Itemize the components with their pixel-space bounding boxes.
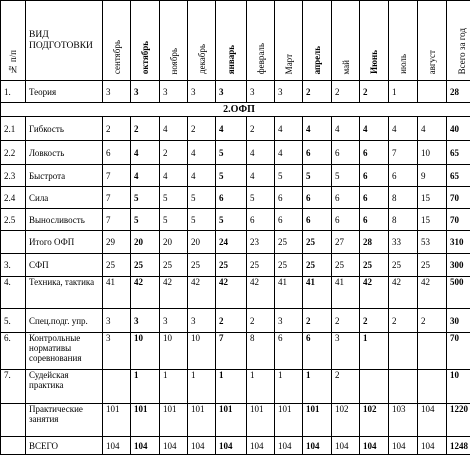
header-month-label: ноябрь [169,44,179,78]
month-value: 6 [360,141,389,165]
month-value: 25 [360,254,389,277]
table-row [1,231,470,254]
header-month-label: Июнь [369,46,379,78]
month-value: 25 [418,254,447,277]
table-row [1,209,470,231]
month-value: 6 [360,209,389,231]
row-number: 2.3 [1,165,26,187]
row-total: 40 [447,117,470,141]
month-value: 3 [131,81,160,103]
row-total: 65 [447,165,470,187]
row-total: 10 [447,370,470,404]
row-number: 6. [1,333,26,370]
month-value: 23 [247,231,275,254]
row-number: 2.2 [1,141,26,165]
month-value: 15 [418,209,447,231]
month-value: 4 [275,141,303,165]
month-value: 4 [247,165,275,187]
month-value [418,333,447,370]
month-value: 103 [389,404,418,437]
table-row [1,117,470,141]
month-value: 101 [303,404,332,437]
header-month-label: август [427,46,437,78]
month-value: 3 [275,309,303,333]
month-value: 6 [216,187,247,209]
month-value: 101 [160,404,188,437]
row-total: 300 [447,254,470,277]
header-month-label: Март [284,50,294,78]
month-value: 7 [103,209,131,231]
month-value: 20 [188,231,216,254]
month-value: 4 [247,141,275,165]
table-row [1,437,470,455]
month-value: 5 [188,209,216,231]
month-value: 2 [389,309,418,333]
month-value: 6 [247,209,275,231]
month-value: 4 [360,117,389,141]
header-month-label: февраль [256,39,266,78]
month-value [418,370,447,404]
month-value: 4 [418,117,447,141]
month-value: 41 [275,277,303,309]
month-value: 7 [103,187,131,209]
month-value: 3 [247,81,275,103]
month-value: 104 [275,437,303,455]
month-value: 102 [360,404,389,437]
row-number: 3. [1,254,26,277]
month-value: 5 [188,187,216,209]
month-value: 9 [418,165,447,187]
month-value: 5 [131,209,160,231]
month-value: 4 [131,141,160,165]
month-value: 1 [360,333,389,370]
header-month [160,1,188,81]
month-value: 5 [160,209,188,231]
month-value: 42 [216,277,247,309]
month-value: 25 [160,254,188,277]
month-value: 4 [188,141,216,165]
month-value: 2 [360,81,389,103]
month-value: 101 [131,404,160,437]
month-value: 3 [160,309,188,333]
month-value: 104 [216,437,247,455]
month-value [103,370,131,404]
row-number: 7. [1,370,26,404]
row-total: 65 [447,141,470,165]
month-value: 25 [247,254,275,277]
month-value: 104 [247,437,275,455]
month-value: 1 [188,370,216,404]
header-month [188,1,216,81]
month-value: 4 [160,165,188,187]
month-value: 104 [160,437,188,455]
month-value: 5 [216,165,247,187]
month-value: 20 [160,231,188,254]
month-value: 104 [360,437,389,455]
month-value: 25 [275,231,303,254]
month-value: 6 [275,209,303,231]
month-value: 25 [188,254,216,277]
month-value: 4 [275,117,303,141]
section-row [1,103,470,117]
month-value: 5 [247,187,275,209]
month-value: 15 [418,187,447,209]
month-value: 4 [332,117,360,141]
month-value: 7 [389,141,418,165]
month-value: 104 [418,404,447,437]
month-value: 42 [247,277,275,309]
header-month [247,1,275,81]
row-name: Спец.подг. упр. [26,309,103,333]
table-row [1,141,470,165]
month-value: 101 [247,404,275,437]
month-value: 7 [216,333,247,370]
month-value: 29 [103,231,131,254]
table-row [1,333,470,370]
month-value: 6 [360,165,389,187]
month-value: 5 [303,165,332,187]
month-value: 5 [275,165,303,187]
month-value: 2 [360,309,389,333]
month-value [389,333,418,370]
month-value: 2 [103,117,131,141]
month-value: 6 [332,187,360,209]
month-value: 1 [389,81,418,103]
table-row [1,309,470,333]
header-kind: ВИД ПОДГОТОВКИ [26,1,103,81]
header-month-label: май [341,56,351,78]
header-month-label: декабрь [197,40,207,78]
month-value: 2 [332,370,360,404]
month-value: 25 [275,254,303,277]
row-number: 2.4 [1,187,26,209]
month-value: 1 [160,370,188,404]
month-value: 8 [389,187,418,209]
row-name: Теория [26,81,103,103]
table-row [1,187,470,209]
month-value: 2 [247,309,275,333]
month-value: 3 [275,81,303,103]
month-value: 104 [418,437,447,455]
table-row [1,81,470,103]
month-value [360,370,389,404]
month-value: 3 [188,81,216,103]
month-value: 4 [188,165,216,187]
month-value: 41 [103,277,131,309]
month-value: 2 [332,81,360,103]
month-value: 42 [188,277,216,309]
month-value: 2 [418,309,447,333]
month-value: 3 [160,81,188,103]
month-value: 25 [216,254,247,277]
header-month [103,1,131,81]
month-value: 4 [303,117,332,141]
section-title: 2.ОФП [1,103,470,117]
month-value: 6 [332,209,360,231]
header-row [1,1,470,81]
row-number: 1. [1,81,26,103]
month-value: 10 [418,141,447,165]
month-value: 2 [303,81,332,103]
month-value: 1 [131,370,160,404]
month-value: 104 [332,437,360,455]
table-row [1,277,470,309]
month-value: 101 [216,404,247,437]
row-number [1,437,26,455]
month-value: 6 [275,333,303,370]
month-value: 104 [303,437,332,455]
header-month-label: январь [226,41,236,78]
month-value: 2 [216,309,247,333]
month-value: 2 [131,117,160,141]
month-value: 6 [303,209,332,231]
row-name: Быстрота [26,165,103,187]
month-value: 2 [247,117,275,141]
month-value: 27 [332,231,360,254]
table-row [1,165,470,187]
month-value: 10 [188,333,216,370]
row-name: Гибкость [26,117,103,141]
row-total: 28 [447,81,470,103]
month-value: 6 [389,165,418,187]
month-value: 1 [275,370,303,404]
header-month [275,1,303,81]
header-month-label: апрель [312,42,322,78]
month-value: 3 [188,309,216,333]
row-total: 500 [447,277,470,309]
month-value: 25 [389,254,418,277]
month-value: 41 [303,277,332,309]
month-value: 25 [303,254,332,277]
row-name: СФП [26,254,103,277]
row-number [1,404,26,437]
month-value [389,370,418,404]
month-value: 24 [216,231,247,254]
row-total: 70 [447,187,470,209]
header-month-label: октябрь [140,37,150,78]
month-value: 102 [332,404,360,437]
month-value: 4 [216,117,247,141]
month-value: 53 [418,231,447,254]
month-value: 1 [303,370,332,404]
header-month [216,1,247,81]
month-value: 5 [332,165,360,187]
month-value: 42 [131,277,160,309]
header-month [332,1,360,81]
month-value: 42 [160,277,188,309]
header-num [1,1,26,81]
header-month [360,1,389,81]
month-value: 4 [160,117,188,141]
month-value: 3 [131,309,160,333]
row-number: 5. [1,309,26,333]
header-num-label: № п/п [8,46,18,78]
month-value: 3 [332,333,360,370]
month-value: 104 [103,437,131,455]
month-value: 25 [103,254,131,277]
month-value: 6 [303,333,332,370]
month-value: 6 [275,187,303,209]
month-value: 1 [216,370,247,404]
month-value: 42 [389,277,418,309]
row-total: 1248 [447,437,470,455]
month-value: 104 [389,437,418,455]
month-value: 4 [131,165,160,187]
row-number: 4. [1,277,26,309]
header-total [447,1,470,81]
month-value: 2 [332,309,360,333]
month-value: 3 [103,81,131,103]
month-value: 1 [247,370,275,404]
row-name: Судейская практика [26,370,103,404]
row-total: 70 [447,333,470,370]
row-number: 2.5 [1,209,26,231]
month-value: 5 [160,187,188,209]
month-value: 2 [303,309,332,333]
month-value: 10 [160,333,188,370]
header-month [131,1,160,81]
row-number [1,231,26,254]
month-value: 20 [131,231,160,254]
month-value: 42 [418,277,447,309]
row-name: Контрольные нормативы соревнования [26,333,103,370]
row-name: Техника, тактика [26,277,103,309]
month-value: 5 [131,187,160,209]
month-value: 6 [332,141,360,165]
month-value: 3 [216,81,247,103]
table-row [1,404,470,437]
header-total-label: Всего за год [457,24,467,78]
header-month [303,1,332,81]
table-row [1,254,470,277]
row-name: Итого ОФП [26,231,103,254]
header-month [389,1,418,81]
header-month [418,1,447,81]
month-value: 7 [103,165,131,187]
month-value [418,81,447,103]
month-value: 101 [188,404,216,437]
month-value: 25 [303,231,332,254]
month-value: 2 [188,117,216,141]
row-total: 310 [447,231,470,254]
month-value: 5 [216,209,247,231]
row-name: Выносливость [26,209,103,231]
month-value: 3 [103,309,131,333]
row-name: Практические занятия [26,404,103,437]
month-value: 25 [131,254,160,277]
month-value: 41 [332,277,360,309]
month-value: 8 [247,333,275,370]
row-total: 70 [447,209,470,231]
month-value: 6 [303,187,332,209]
row-name: ВСЕГО [26,437,103,455]
header-month-label: сентябрь [112,36,122,78]
month-value: 4 [389,117,418,141]
month-value: 8 [389,209,418,231]
row-number: 2.1 [1,117,26,141]
header-month-label: июль [398,50,408,78]
row-total: 30 [447,309,470,333]
row-name: Ловкость [26,141,103,165]
month-value: 5 [216,141,247,165]
month-value: 33 [389,231,418,254]
month-value: 104 [188,437,216,455]
month-value: 10 [131,333,160,370]
month-value: 6 [360,187,389,209]
month-value: 104 [131,437,160,455]
month-value: 2 [160,141,188,165]
table-row [1,370,470,404]
month-value: 28 [360,231,389,254]
month-value: 25 [332,254,360,277]
month-value: 6 [303,141,332,165]
row-name: Сила [26,187,103,209]
month-value: 6 [103,141,131,165]
row-total: 1220 [447,404,470,437]
month-value: 101 [275,404,303,437]
month-value: 42 [360,277,389,309]
month-value: 101 [103,404,131,437]
month-value: 3 [103,333,131,370]
